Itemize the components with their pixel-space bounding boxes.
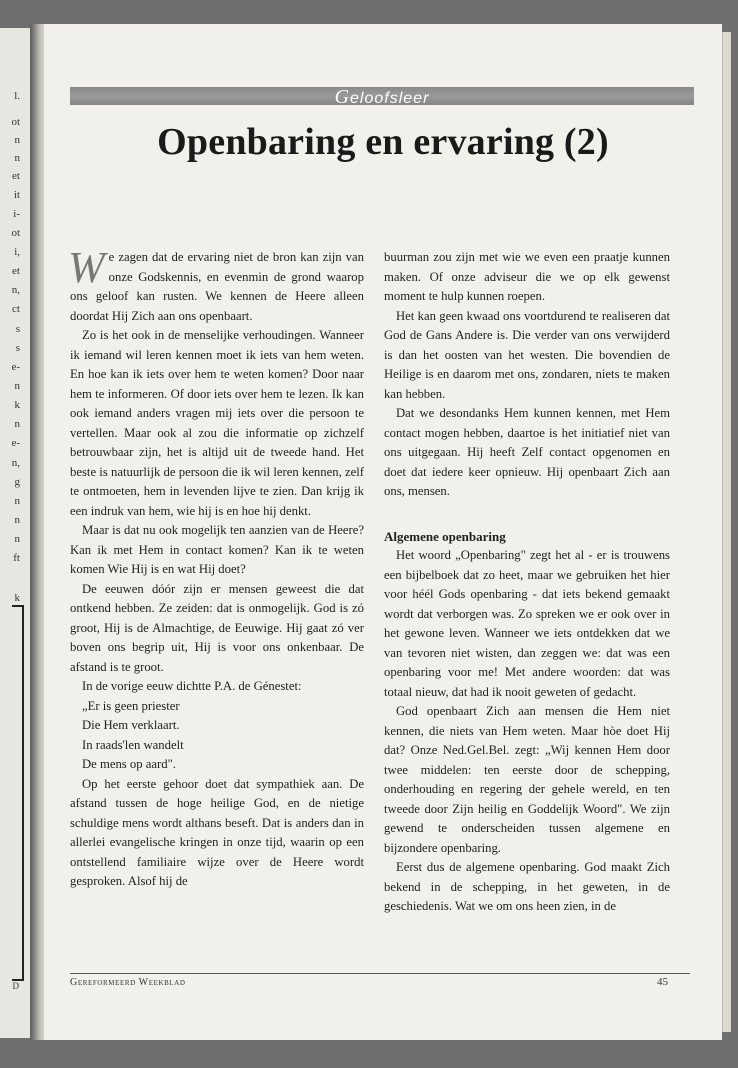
previous-page-text-fragment: k [14, 399, 20, 411]
poem-line: Die Hem verklaart. [82, 718, 180, 732]
previous-page-text-fragment: k [14, 592, 20, 604]
previous-page-footer-fragment: D [12, 981, 20, 991]
previous-page-text-fragment: e- [11, 437, 20, 449]
poem-line: „Er is geen priester [82, 698, 180, 713]
right-column [384, 248, 670, 917]
paragraph: Op het eerste gehoor doet dat sympathiek aan. De afstand tussen de hoge heilige God, en de nietige schuldige mens wordt althans beseft. Dat is anders dan in allerlei evangelische kringen in onze tijd, waarin op een ontstellend familiaire wijze over de Heere wordt gesproken. Alsof hij de [70, 776, 364, 888]
previous-page-edge [0, 28, 31, 1038]
previous-page-text-fragment: ot [11, 227, 20, 239]
magazine-page [44, 24, 722, 1040]
previous-page-text-fragment: ot [11, 116, 20, 128]
paragraph: Het woord „Openbaring" zegt het al - er is trouwens een bijbelboek dat zo heet, maar we gebruiken het hier voor héél Gods openbaring - dat iets bekend gemaakt wordt dat verborgen was. Zo spreken we er ook over in het gewone leven. Wanneer we iets ontdekken dat we van tevoren niet wisten, dan zeggen we: dat was een openbaring voor me! Met andere woorden: dat was totaal nieuw, dat had ik nooit geweten of gedacht. [384, 548, 670, 699]
left-column [68, 243, 364, 892]
paragraph [68, 243, 364, 326]
paragraph: buurman zou zijn met wie we even een praatje kunnen maken. Of onze adviseur die we op elk gewenst moment te hulp kunnen roepen. [384, 250, 670, 303]
section-banner [70, 86, 694, 108]
paragraph: Maar is dat nu ook mogelijk ten aanzien van de Heere? Kan ik met Hem in contact komen? Kan ik te weten komen Wie Hij is en wat Hij doet? [70, 523, 364, 576]
previous-page-text-fragment: n [14, 418, 20, 430]
subheading: Algemene openbaring [384, 528, 506, 544]
previous-page-text-fragment: s [15, 342, 20, 354]
footer-publication: Gereformeerd Weekblad [70, 977, 186, 988]
paragraph: God openbaart Zich aan mensen die Hem niet kennen, die niets van Hem weten. Maar hòe doet Hij dat? Onze Ned.Gel.Bel. zegt: „Wij kennen Hem door twee middelen: ten eerste door de schepping, onderhouding en regering der gehele wereld, en ten tweede door Zijn heilig en Goddelijk Woord". We zijn gewend te onderscheiden tussen algemene en bijzondere openbaring. [384, 704, 670, 855]
previous-page-box-border [12, 605, 24, 981]
previous-page-text-fragment: n [14, 514, 20, 526]
section-label-rest: eloofsleer [350, 90, 430, 107]
previous-page-text-fragment: et [12, 170, 20, 182]
section-label [70, 86, 694, 109]
paragraph-text: e zagen dat de ervaring niet de bron kan zijn van onze Godskennis, en evenmin de grond waarop ons geloof kan rusten. We kennen de Heere alleen doordat Hij Zich aan ons openbaart. [70, 250, 364, 323]
footer-rule [70, 973, 690, 974]
previous-page-text-fragment: e- [11, 361, 20, 373]
drop-cap: W [68, 243, 105, 292]
paragraph: In de vorige eeuw dichtte P.A. de Génestet: [82, 679, 302, 693]
previous-page-text-fragment: n [14, 380, 20, 392]
previous-page-text-fragment: et [12, 265, 20, 277]
previous-page-text-fragment: n [14, 152, 20, 164]
poem-line: De mens op aard". [82, 757, 176, 771]
previous-page-text-fragment: n [14, 495, 20, 507]
page-stack-edge [722, 32, 731, 1032]
previous-page-text-fragment: ft [13, 552, 20, 564]
previous-page-text-fragment: ct [12, 303, 20, 315]
article-title: Openbaring en ervaring (2) [157, 121, 609, 163]
previous-page-text-fragment: i, [14, 246, 20, 258]
previous-page-text-fragment: l. [14, 90, 20, 102]
previous-page-text-fragment: s [15, 323, 20, 335]
paragraph: Dat we desondanks Hem kunnen kennen, met Hem contact mogen hebben, daartoe is het initiatief niet van ons uitgegaan. Hij heeft Zelf contact opgenomen en doet dat iedere keer opnieuw. Hij openbaart Zich aan ons, mensen. [384, 406, 670, 498]
previous-page-text-fragment: i- [13, 208, 20, 220]
footer-page-number: 45 [657, 976, 668, 988]
previous-page-text-fragment: n [14, 134, 20, 146]
paragraph: De eeuwen dóór zijn er mensen geweest die dat ontkend hebben. Ze zeiden: dat is onmogelijk. God is zó groot, Hij is de Almachtige, de Eeuwige. Hij gaat zó ver boven ons begrip uit, Hij is voor ons onkenbaar. De afstand is te groot. [70, 581, 364, 674]
paragraph: Zo is het ook in de menselijke verhoudingen. Wanneer ik iemand wil leren kennen moet ik iets van hem weten. En hoe kan ik iets over hem te weten komen? Door naar hem te informeren. Of door iets over hem te lezen. Ik kan ook iemand anders vragen mij iets over die persoon te vertellen. Maar ook al zou die informatie op zichzelf betrouwbaar zijn, het is altijd uit de tweede hand. Het beste is natuurlijk de persoon die ik wil leren kennen, zelf te ontmoeten, hem in levenden lijve te zien. Dan krijg ik een indruk van hem, wie hij is en hoe hij denkt. [70, 328, 364, 518]
previous-page-text-fragment: it [13, 189, 20, 201]
paragraph: Het kan geen kwaad ons voortdurend te realiseren dat God de Gans Andere is. Die verder van ons verwijderd is dan het oosten van het westen. Die bovendien de Heilige is en daarom met ons, zondaren, niets te maken kan hebben. [384, 308, 670, 401]
previous-page-text-fragment: n, [11, 284, 20, 296]
poem-line: In raads'len wandelt [82, 737, 184, 752]
previous-page-text-fragment: n, [11, 457, 20, 469]
previous-page-text-fragment: g [14, 476, 20, 488]
previous-page-text-fragment: n [14, 533, 20, 545]
section-label-initial: G [334, 86, 351, 108]
paragraph: Eerst dus de algemene openbaring. God maakt Zich bekend in de schepping, in het geweten, in de geschiedenis. Wat we om ons heen zien, in de [384, 860, 670, 913]
